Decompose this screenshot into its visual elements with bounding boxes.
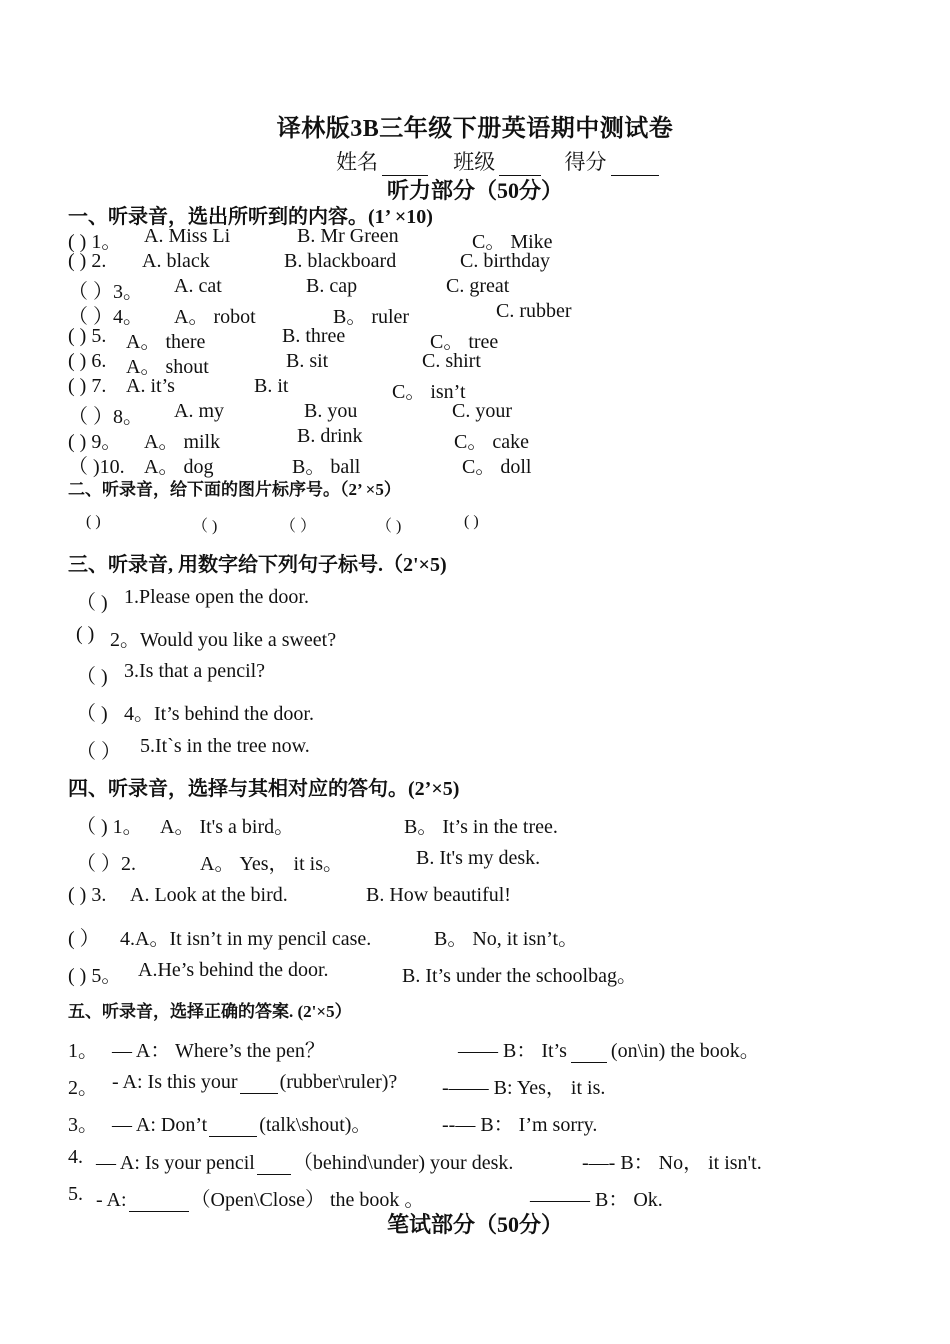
option-a[interactable]: A. Look at the bird. — [130, 884, 288, 906]
question-text — [112, 1071, 397, 1094]
option-c[interactable]: C。 Mike — [472, 231, 553, 253]
reply-text — [582, 1146, 762, 1175]
option-a[interactable]: A。 shout — [126, 356, 209, 378]
picture-number-bracket[interactable]: ( ) — [464, 513, 479, 530]
option-c[interactable]: C. your — [452, 400, 512, 422]
answer-bracket[interactable]: （ ） — [76, 741, 121, 763]
option-b[interactable]: B. It's my desk. — [416, 847, 541, 869]
answer-blank[interactable] — [209, 1118, 257, 1137]
option-b[interactable]: B. It’s under the schoolbag。 — [402, 965, 637, 987]
question-text — [112, 1034, 325, 1063]
option-a[interactable]: A。 Yes， it is。 — [200, 853, 343, 875]
answer-bracket[interactable]: ( ) 1。 — [68, 231, 122, 253]
writing-part-title: 笔试部分（50分） — [386, 1212, 563, 1237]
section-5-title: 五、听录音，选择正确的答案. (2'×5） — [68, 1002, 352, 1021]
question-part-1: — A: Don’t — [112, 1114, 208, 1136]
reply-text — [442, 1071, 605, 1100]
item-number: 1。 — [68, 1040, 98, 1062]
answer-bracket[interactable]: ( ) 9。 — [68, 431, 122, 453]
section-2-title: 二、听录音，给下面的图片标序号。（2’ ×5） — [68, 480, 401, 499]
class-blank[interactable] — [499, 155, 541, 176]
option-a[interactable]: A。 dog — [144, 456, 214, 478]
reply-text — [458, 1034, 760, 1063]
option-c[interactable]: C。 doll — [462, 456, 532, 478]
picture-number-bracket[interactable]: ( ) — [86, 513, 101, 530]
option-b[interactable]: B. drink — [297, 425, 363, 447]
answer-bracket[interactable]: ( ) 5。 — [68, 965, 122, 987]
section-1-title: 一、听录音，选出所听到的内容。(1’ ×10) — [68, 206, 433, 228]
answer-bracket[interactable]: ( ） — [68, 928, 100, 950]
option-b[interactable]: B. cap — [306, 275, 358, 297]
answer-blank[interactable] — [571, 1044, 607, 1063]
option-c[interactable]: C。 isn’t — [392, 381, 466, 403]
answer-bracket[interactable]: ( ) 6. — [68, 350, 107, 372]
answer-bracket[interactable]: （ )10. — [68, 456, 125, 478]
student-info-line — [336, 146, 663, 176]
option-b[interactable]: B. you — [304, 400, 358, 422]
name-label: 姓名 — [336, 150, 378, 174]
option-c[interactable]: C. rubber — [496, 300, 572, 322]
reply-part-1: —— B： It’s — [458, 1040, 567, 1062]
sentence-text: 2。Would you like a sweet? — [110, 629, 337, 651]
section-3-title: 三、听录音, 用数字给下列句子标号.（2'×5) — [68, 554, 447, 576]
option-a[interactable]: 4.A。It isn’t in my pencil case. — [120, 928, 372, 950]
answer-bracket[interactable]: （ ）2. — [76, 853, 136, 875]
question-part-1: — A: Is your pencil — [96, 1152, 255, 1174]
item-number: 5. — [68, 1183, 83, 1205]
answer-blank[interactable] — [257, 1156, 291, 1175]
option-a[interactable]: A。 robot — [174, 306, 256, 328]
answer-bracket[interactable]: ( ) 5. — [68, 325, 107, 347]
answer-bracket[interactable]: （ ）8。 — [68, 406, 143, 428]
option-b[interactable]: B. How beautiful! — [366, 884, 511, 906]
question-part-2: （behind\under) your desk. — [292, 1152, 514, 1174]
reply-part-2: (on\in) the book。 — [610, 1040, 760, 1062]
option-b[interactable]: B. it — [254, 375, 289, 397]
reply-part-1: --— B： I’m sorry. — [442, 1114, 598, 1136]
sentence-text: 3.Is that a pencil? — [124, 660, 266, 682]
picture-number-bracket[interactable]: （ ) — [376, 518, 402, 535]
question-part-1: — A： Where’s the pen？ — [112, 1040, 325, 1062]
answer-bracket[interactable]: （ ) 1。 — [76, 816, 143, 838]
answer-bracket[interactable]: ( ) 7. — [68, 375, 107, 397]
item-number: 3。 — [68, 1114, 98, 1136]
reply-part-1: -—- B： No， it isn't. — [582, 1152, 762, 1174]
option-b[interactable]: B. Mr Green — [297, 225, 399, 247]
option-a[interactable]: A。 milk — [144, 431, 221, 453]
option-c[interactable]: C。 cake — [454, 431, 529, 453]
class-label: 班级 — [453, 150, 496, 174]
picture-number-bracket[interactable]: （ ) — [192, 518, 218, 535]
option-a[interactable]: A。 It's a bird。 — [160, 816, 295, 838]
option-a[interactable]: A. black — [142, 250, 210, 272]
score-label: 得分 — [564, 150, 607, 174]
option-c[interactable]: C. great — [446, 275, 510, 297]
answer-bracket[interactable]: ( ) 2. — [68, 250, 107, 272]
option-c[interactable]: C。 tree — [430, 331, 499, 353]
page-title: 译林版3B三年级下册英语期中测试卷 — [276, 116, 674, 142]
item-number: 4. — [68, 1146, 83, 1168]
name-blank[interactable] — [382, 155, 428, 176]
question-part-2: （Open\Close） the book 。 — [190, 1189, 425, 1211]
listening-part-title: 听力部分（50分） — [386, 178, 563, 203]
option-b[interactable]: B. sit — [286, 350, 329, 372]
answer-bracket[interactable]: ( ) — [76, 623, 95, 645]
question-text — [96, 1146, 513, 1175]
option-b[interactable]: B。 No, it isn’t。 — [434, 928, 579, 950]
option-c[interactable]: C. birthday — [460, 250, 550, 272]
answer-bracket[interactable]: （ ）4。 — [68, 306, 143, 328]
option-c[interactable]: C. shirt — [422, 350, 481, 372]
question-text — [112, 1108, 371, 1137]
item-number: 2。 — [68, 1077, 98, 1099]
option-b[interactable]: B。 It’s in the tree. — [404, 816, 558, 838]
score-blank[interactable] — [611, 155, 659, 176]
answer-bracket[interactable]: （ ) — [76, 592, 108, 614]
sentence-text: 1.Please open the door. — [124, 586, 309, 608]
reply-part-1: -—— B: Yes， it is. — [442, 1077, 606, 1099]
reply-part-1: ——— B： Ok. — [530, 1189, 663, 1211]
question-part-2: (rubber\ruler)? — [279, 1071, 398, 1093]
option-a[interactable]: A. it’s — [126, 375, 175, 397]
sentence-text: 4。It’s behind the door. — [124, 703, 314, 725]
picture-number-bracket[interactable]: （ ） — [280, 518, 317, 535]
option-a[interactable]: A。 there — [126, 331, 206, 353]
option-b[interactable]: B。 ruler — [333, 306, 410, 328]
option-b[interactable]: B. blackboard — [284, 250, 397, 272]
option-a[interactable]: A. cat — [174, 275, 222, 297]
option-b[interactable]: B. three — [282, 325, 346, 347]
option-a[interactable]: A. Miss Li — [144, 225, 231, 247]
reply-text — [442, 1108, 597, 1137]
option-a[interactable]: A.He’s behind the door. — [138, 959, 329, 981]
question-part-1: - A: Is this your — [112, 1071, 238, 1093]
answer-blank[interactable] — [240, 1075, 278, 1094]
question-part-2: (talk\shout)。 — [259, 1114, 372, 1136]
answer-bracket[interactable]: （ ) — [76, 703, 108, 725]
answer-bracket[interactable]: （ ) — [76, 666, 108, 688]
option-a[interactable]: A. my — [174, 400, 224, 422]
section-4-title: 四、听录音，选择与其相对应的答句。(2’×5) — [68, 778, 460, 800]
answer-bracket[interactable]: ( ) 3. — [68, 884, 107, 906]
question-part-1: - A: — [96, 1189, 127, 1211]
answer-bracket[interactable]: （ ）3。 — [68, 281, 143, 303]
option-b[interactable]: B。 ball — [292, 456, 361, 478]
sentence-text: 5.It`s in the tree now. — [140, 735, 310, 757]
